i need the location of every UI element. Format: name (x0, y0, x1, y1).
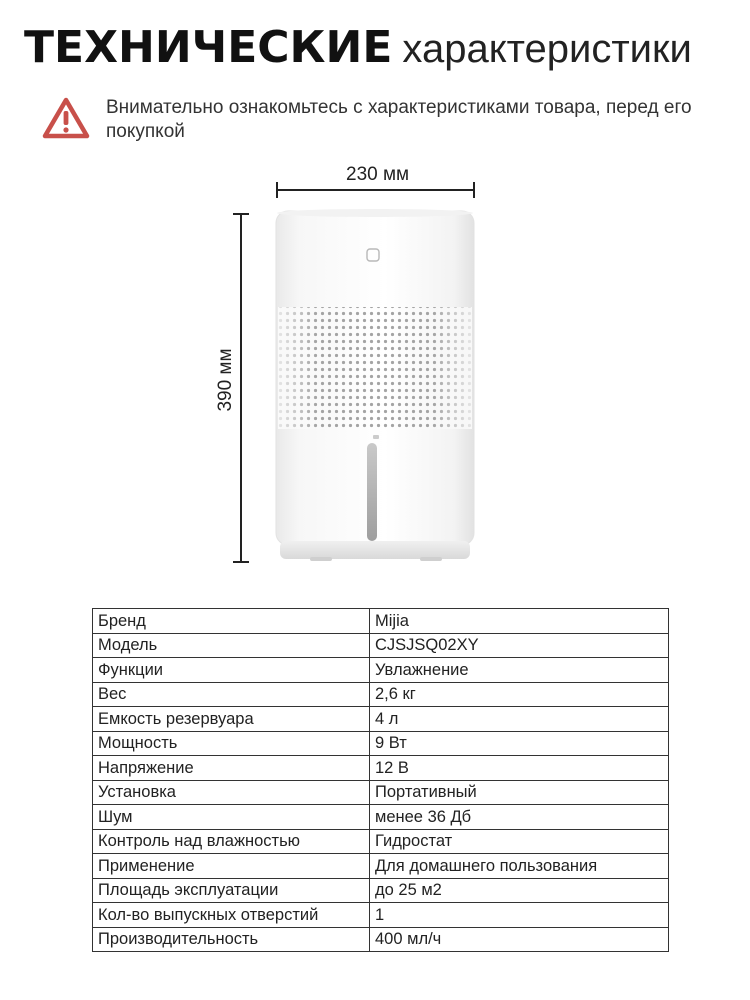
spec-key: Бренд (93, 609, 370, 634)
title-light: характеристики (402, 27, 692, 71)
spec-key: Емкость резервуара (93, 707, 370, 732)
spec-value: менее 36 Дб (370, 805, 669, 830)
spec-key: Кол-во выпускных отверстий (93, 903, 370, 928)
spec-value: CJSJSQ02XY (370, 633, 669, 658)
title-bold: ТЕХНИЧЕСКИЕ (24, 22, 393, 73)
spec-row (93, 756, 669, 781)
spec-value: 400 мл/ч (370, 927, 669, 952)
spec-key: Напряжение (93, 756, 370, 781)
spec-key: Применение (93, 854, 370, 879)
spec-row (93, 682, 669, 707)
spec-value: Увлажнение (370, 658, 669, 683)
spec-value: 1 (370, 903, 669, 928)
spec-row (93, 903, 669, 928)
height-dimension-label: 390 мм (215, 348, 236, 412)
spec-key: Площадь эксплуатации (93, 878, 370, 903)
warning-text: Внимательно ознакомьтесь с характеристиками товара, перед его покупкой (106, 97, 692, 142)
spec-value: до 25 м2 (370, 878, 669, 903)
spec-value: Гидростат (370, 829, 669, 854)
spec-row (93, 633, 669, 658)
spec-row (93, 854, 669, 879)
spec-key: Производительность (93, 927, 370, 952)
spec-value: Портативный (370, 780, 669, 805)
spec-row (93, 731, 669, 756)
spec-value: 4 л (370, 707, 669, 732)
spec-key: Контроль над влажностью (93, 829, 370, 854)
width-dimension-label: 230 мм (346, 164, 410, 185)
spec-row (93, 805, 669, 830)
spec-row (93, 658, 669, 683)
spec-value: 12 В (370, 756, 669, 781)
spec-value: 2,6 кг (370, 682, 669, 707)
spec-key: Модель (93, 633, 370, 658)
spec-key: Функции (93, 658, 370, 683)
spec-key: Вес (93, 682, 370, 707)
spec-key: Установка (93, 780, 370, 805)
spec-row (93, 878, 669, 903)
spec-row (93, 707, 669, 732)
spec-table (92, 608, 669, 952)
spec-value: 9 Вт (370, 731, 669, 756)
spec-key: Мощность (93, 731, 370, 756)
spec-key: Шум (93, 805, 370, 830)
spec-row (93, 829, 669, 854)
spec-value: Mijia (370, 609, 669, 634)
humidifier-image (270, 205, 482, 565)
spec-row (93, 780, 669, 805)
spec-row (93, 609, 669, 634)
spec-row (93, 927, 669, 952)
spec-value: Для домашнего пользования (370, 854, 669, 879)
